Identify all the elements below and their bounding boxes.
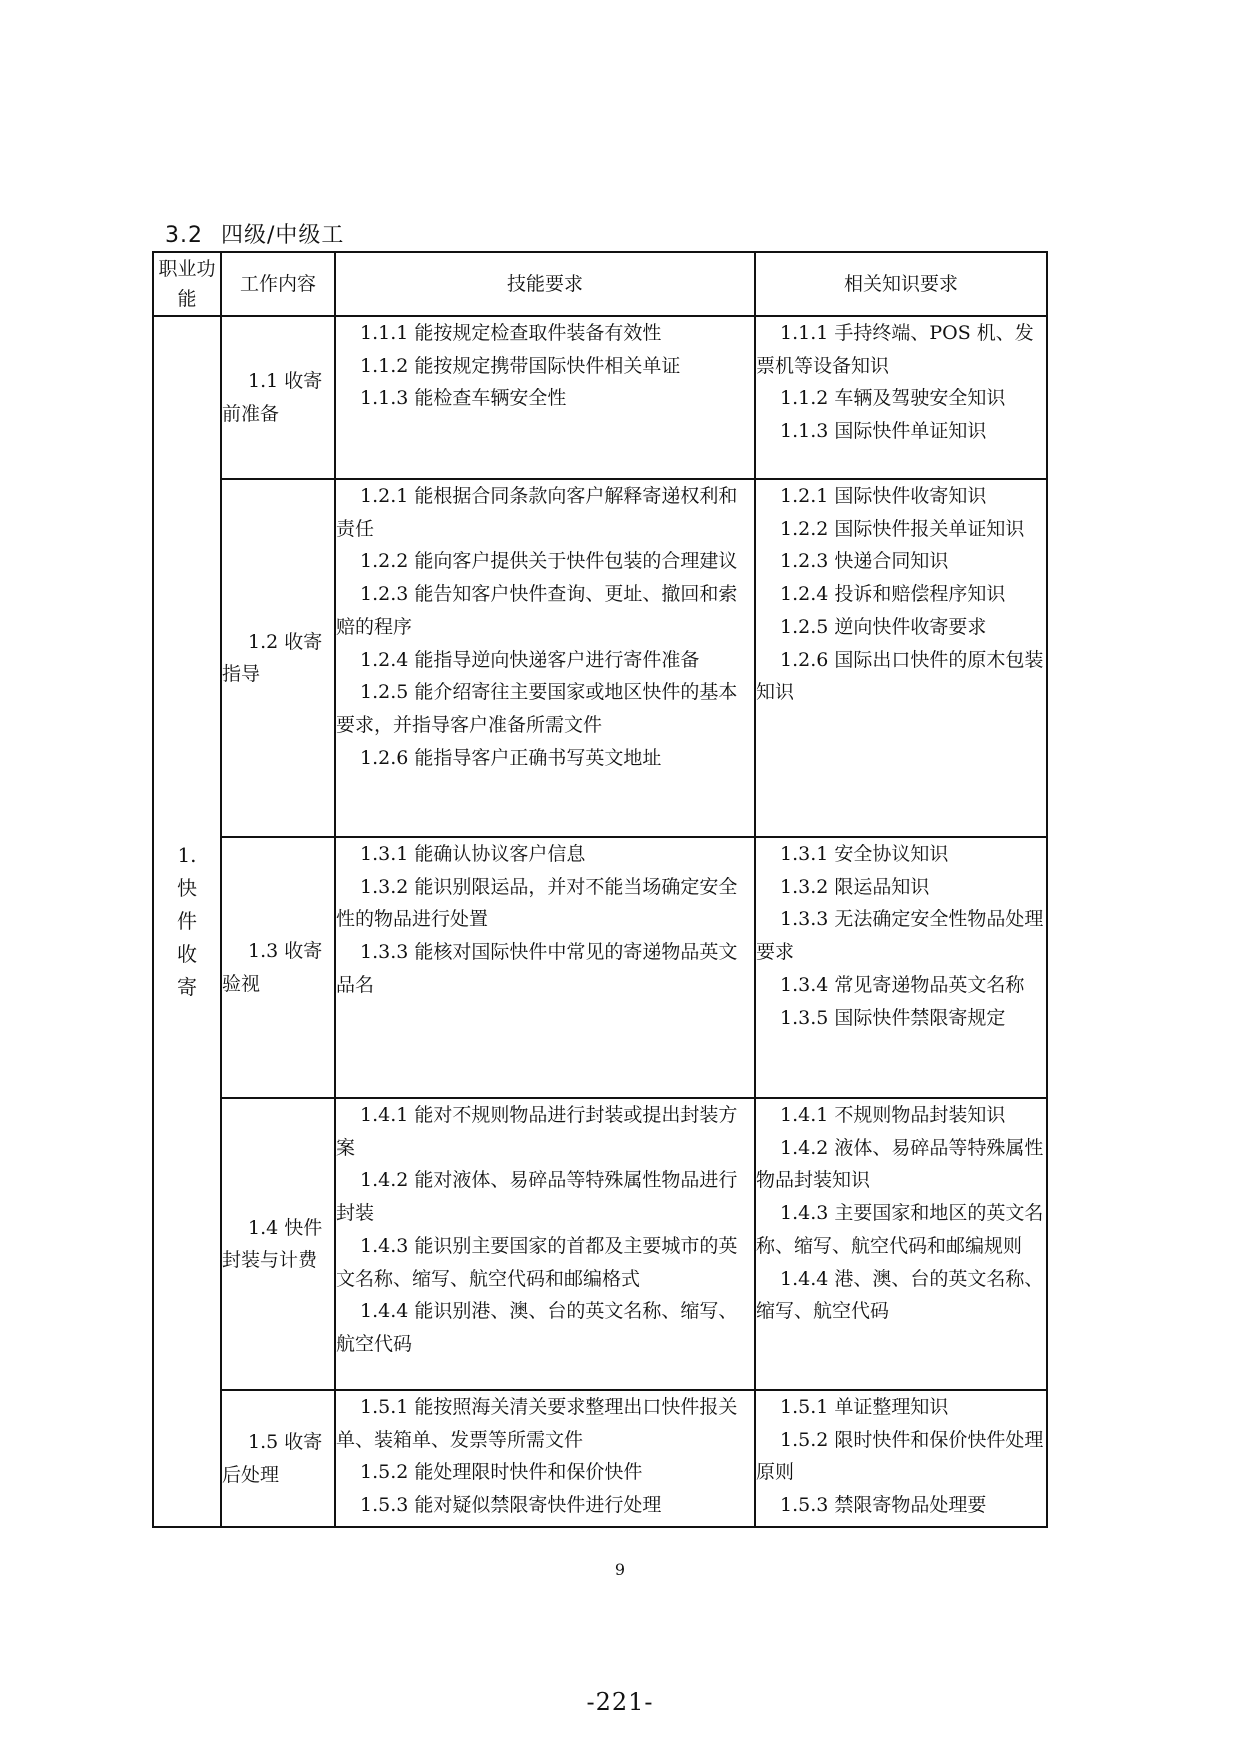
knowledge-item: 1.2.2 国际快件报关单证知识 [780, 517, 1025, 540]
header-knowledge: 相关知识要求 [755, 252, 1047, 316]
knowledge-item: 1.2.6 国际出口快件的原木包装知识 [756, 648, 1044, 704]
skill-item: 1.4.4 能识别港、澳、台的英文名称、缩写、航空代码 [336, 1300, 738, 1355]
knowledge-item: 1.3.1 安全协议知识 [780, 843, 949, 865]
knowledge-item: 1.3.3 无法确定安全性物品处理要求 [756, 908, 1044, 964]
skills-cell [335, 837, 755, 1098]
table-row [153, 1098, 1047, 1390]
knowledge-cell [755, 837, 1047, 1098]
header-skills: 技能要求 [335, 252, 755, 316]
table-row [153, 479, 1047, 837]
function-char: 快 [177, 876, 197, 900]
knowledge-cell [755, 1390, 1047, 1527]
skill-item: 1.5.3 能对疑似禁限寄快件进行处理 [360, 1494, 662, 1517]
work-content-cell: 1.2 收寄指导 [221, 479, 335, 837]
section-number: 3.2 [165, 223, 203, 248]
knowledge-item: 1.2.3 快递合同知识 [780, 550, 949, 573]
skill-item: 1.5.1 能按照海关清关要求整理出口快件报关单、装箱单、发票等所需文件 [336, 1396, 738, 1451]
function-number: 1. [177, 843, 197, 867]
skill-item: 1.5.2 能处理限时快件和保价快件 [360, 1461, 643, 1484]
skill-item: 1.3.3 能核对国际快件中常见的寄递物品英文品名 [336, 941, 738, 996]
knowledge-item: 1.5.3 禁限寄物品处理要 [780, 1494, 987, 1517]
skills-cell [335, 1098, 755, 1390]
function-char: 件 [177, 909, 197, 933]
work-content-cell: 1.1 收寄前准备 [221, 316, 335, 479]
skill-item: 1.4.1 能对不规则物品进行封装或提出封装方案 [336, 1104, 738, 1159]
page-footer-number: -221- [586, 1688, 654, 1716]
knowledge-item: 1.2.5 逆向快件收寄要求 [780, 615, 987, 638]
skill-item: 1.1.1 能按规定检查取件装备有效性 [360, 322, 662, 344]
skill-item: 1.4.2 能对液体、易碎品等特殊属性物品进行封装 [336, 1169, 738, 1225]
skill-item: 1.3.1 能确认协议客户信息 [360, 843, 586, 865]
function-char: 寄 [177, 975, 197, 999]
skill-item: 1.1.3 能检查车辆安全性 [360, 387, 567, 410]
knowledge-item: 1.5.2 限时快件和保价快件处理原则 [756, 1428, 1044, 1484]
skills-cell [335, 316, 755, 479]
work-content-cell: 1.4 快件封装与计费 [221, 1098, 335, 1390]
knowledge-item: 1.4.2 液体、易碎品等特殊属性物品封装知识 [756, 1136, 1044, 1192]
knowledge-item: 1.1.3 国际快件单证知识 [780, 420, 987, 443]
work-content-cell: 1.5 收寄后处理 [221, 1390, 335, 1527]
knowledge-item: 1.2.1 国际快件收寄知识 [780, 485, 987, 507]
table-row [153, 837, 1047, 1098]
skills-table [152, 251, 1048, 1528]
header-work-content: 工作内容 [221, 252, 335, 316]
knowledge-cell [755, 316, 1047, 479]
skill-item: 1.1.2 能按规定携带国际快件相关单证 [360, 354, 681, 377]
skill-item: 1.2.3 能告知客户快件查询、更址、撤回和索赔的程序 [336, 583, 738, 638]
skill-item: 1.2.2 能向客户提供关于快件包装的合理建议 [360, 550, 738, 573]
skill-item: 1.2.6 能指导客户正确书写英文地址 [360, 746, 662, 769]
skill-item: 1.2.4 能指导逆向快递客户进行寄件准备 [360, 648, 700, 671]
knowledge-item: 1.1.1 手持终端、POS 机、发票机等设备知识 [756, 322, 1034, 377]
skill-item: 1.4.3 能识别主要国家的首都及主要城市的英文名称、缩写、航空代码和邮编格式 [336, 1234, 738, 1290]
skill-item: 1.2.5 能介绍寄往主要国家或地区快件的基本要求，并指导客户准备所需文件 [336, 681, 738, 736]
page-number: 9 [614, 1560, 626, 1579]
knowledge-item: 1.4.3 主要国家和地区的英文名称、缩写、航空代码和邮编规则 [756, 1202, 1044, 1257]
function-cell [153, 316, 221, 1527]
knowledge-item: 1.4.1 不规则物品封装知识 [780, 1104, 1006, 1126]
knowledge-item: 1.1.2 车辆及驾驶安全知识 [780, 387, 1006, 410]
work-content-cell: 1.3 收寄验视 [221, 837, 335, 1098]
knowledge-cell [755, 479, 1047, 837]
knowledge-item: 1.3.4 常见寄递物品英文名称 [780, 973, 1025, 996]
section-heading: 四级/中级工 [221, 223, 345, 248]
skills-cell [335, 479, 755, 837]
knowledge-item: 1.3.2 限运品知识 [780, 875, 930, 898]
table-header-row [153, 252, 1047, 316]
function-char: 收 [177, 942, 197, 966]
skill-item: 1.2.1 能根据合同条款向客户解释寄递权利和责任 [336, 485, 738, 540]
skills-cell [335, 1390, 755, 1527]
skill-item: 1.3.2 能识别限运品，并对不能当场确定安全性的物品进行处置 [336, 875, 738, 931]
section-title [165, 218, 344, 249]
table-row [153, 1390, 1047, 1527]
knowledge-item: 1.5.1 单证整理知识 [780, 1396, 949, 1418]
knowledge-item: 1.4.4 港、澳、台的英文名称、缩写、航空代码 [756, 1267, 1044, 1323]
knowledge-cell [755, 1098, 1047, 1390]
knowledge-item: 1.3.5 国际快件禁限寄规定 [780, 1006, 1006, 1029]
header-function: 职业功能 [153, 252, 221, 316]
table-row [153, 316, 1047, 479]
knowledge-item: 1.2.4 投诉和赔偿程序知识 [780, 583, 1006, 606]
